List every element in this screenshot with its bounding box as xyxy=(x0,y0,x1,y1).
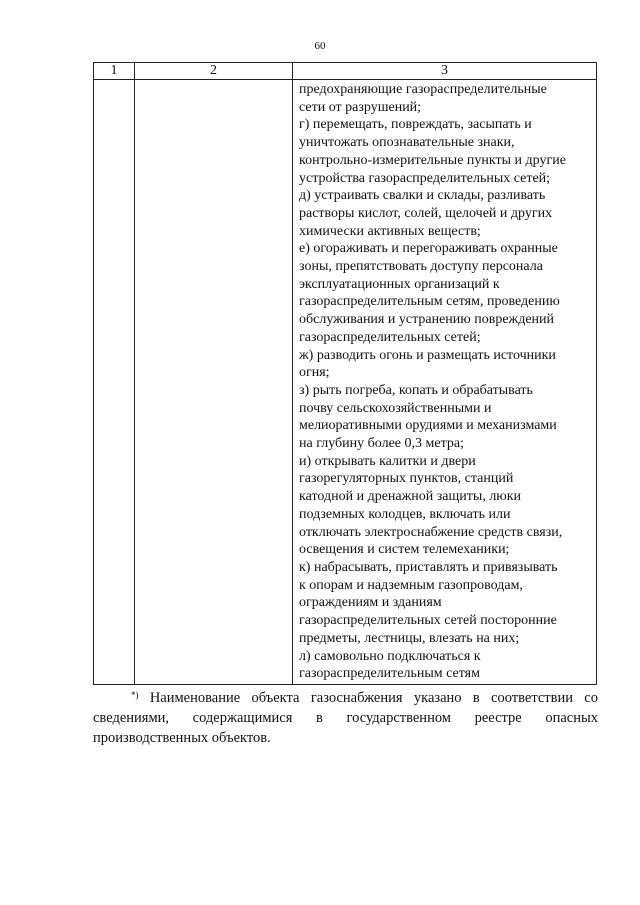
text-line: д) устраивать свалки и склады, разливать xyxy=(299,188,546,204)
text-line: контрольно-измерительные пункты и другие xyxy=(299,152,566,168)
text-line: мелиоративными орудиями и механизмами xyxy=(299,418,557,434)
text-line: предохраняющие газораспределительные xyxy=(299,82,547,97)
column-header-2: 2 xyxy=(135,63,293,80)
text-line: г) перемещать, повреждать, засыпать и xyxy=(299,117,532,133)
text-line: освещения и систем телемеханики; xyxy=(299,542,510,558)
requirements-table xyxy=(93,62,597,685)
cell-column-3-prohibitions xyxy=(293,80,597,685)
text-line: к) набрасывать, приставлять и привязывать xyxy=(299,559,558,575)
footnote-text: Наименование объекта газоснабжения указано в соответствии со xyxy=(149,690,598,706)
text-line: устройства газораспределительных сетей; xyxy=(299,170,551,186)
text-line: сети от разрушений; xyxy=(299,99,422,115)
text-line: л) самовольно подключаться к xyxy=(299,648,481,664)
footnote-line-3: производственных объектов. xyxy=(93,730,271,746)
page-number: 60 xyxy=(314,40,326,52)
text-line: газораспределительным сетям xyxy=(299,666,480,682)
text-line: зоны, препятствовать доступу персонала xyxy=(299,259,543,275)
text-line: ж) разводить огонь и размещать источники xyxy=(299,347,556,363)
text-line: химически активных веществ; xyxy=(299,223,481,239)
text-line: уничтожать опознавательные знаки, xyxy=(299,135,515,151)
text-line: на глубину более 0,3 метра; xyxy=(299,436,464,452)
text-line: е) огораживать и перегораживать охранные xyxy=(299,241,558,257)
text-line: отключать электроснабжение средств связи, xyxy=(299,524,563,540)
text-line: растворы кислот, солей, щелочей и других xyxy=(299,205,553,221)
footnote-line-1 xyxy=(93,688,598,708)
table-row xyxy=(94,80,597,685)
text-line: эксплуатационных организаций к xyxy=(299,276,500,292)
text-line: предметы, лестницы, влезать на них; xyxy=(299,630,520,646)
text-line: к опорам и надземным газопроводам, xyxy=(299,577,523,593)
column-header-3: 3 xyxy=(293,63,597,80)
text-line: огня; xyxy=(299,365,330,381)
text-line: подземных колодцев, включать или xyxy=(299,506,511,522)
footnote-marker: *) xyxy=(131,690,139,700)
footnote-line-2: сведениями, содержащимися в государственном реестре опасных xyxy=(93,710,598,726)
text-line: з) рыть погреба, копать и обрабатывать xyxy=(299,382,533,398)
column-header-1: 1 xyxy=(94,63,135,80)
text-line: катодной и дренажной защиты, люки xyxy=(299,489,522,505)
table-header-row xyxy=(94,63,597,80)
cell-column-2 xyxy=(135,80,293,685)
text-line: почву сельскохозяйственными и xyxy=(299,400,492,416)
text-line: газораспределительным сетям, проведению xyxy=(299,294,560,310)
text-line: газораспределительных сетей; xyxy=(299,329,481,345)
text-line: и) открывать калитки и двери xyxy=(299,453,476,469)
text-line: газорегуляторных пунктов, станций xyxy=(299,471,514,487)
text-line: ограждениям и зданиям xyxy=(299,595,442,611)
text-line: обслуживания и устранению повреждений xyxy=(299,312,555,328)
cell-column-1 xyxy=(94,80,135,685)
footnote xyxy=(93,688,598,748)
text-line: газораспределительных сетей посторонние xyxy=(299,613,557,629)
